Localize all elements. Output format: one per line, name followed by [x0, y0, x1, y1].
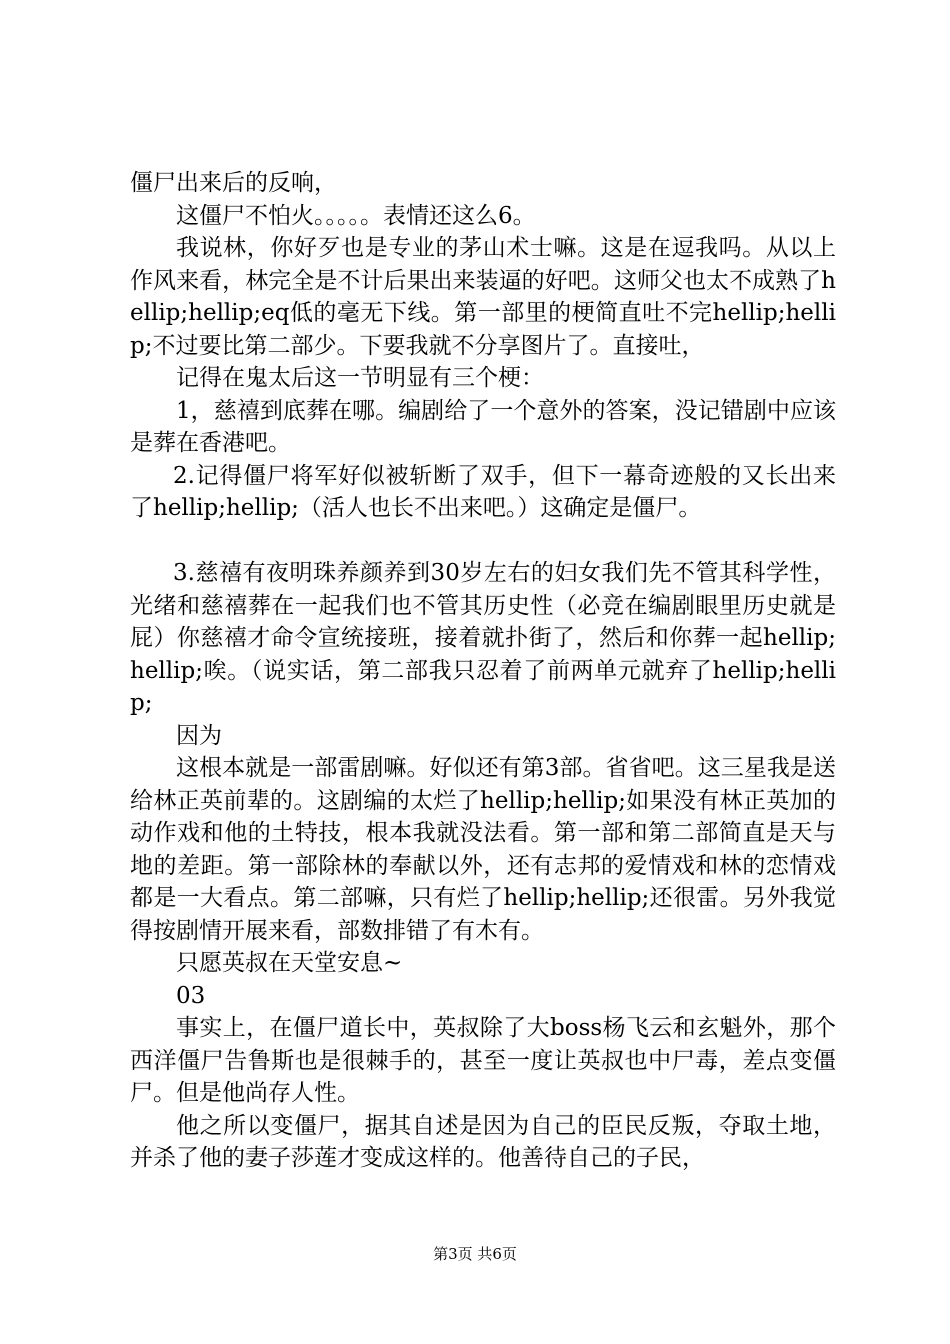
paragraph-three-gags: 记得在鬼太后这一节明显有三个梗： [176, 365, 544, 391]
paragraph-gag-3: 3.慈禧有夜明珠养颜养到30岁左右的妇女我们先不管其科学性，光绪和慈禧葬在一起我们也不管其历史性（必竞在编剧眼里历史就是屁）你慈禧才命令宣统接班，接着就扑街了，然后和你葬一起hellip;hellip;唉。（说实话，第二部我只忍着了前两单元就弃了hellip;hellip; [130, 560, 836, 716]
section-number: 03 [176, 982, 206, 1009]
paragraph-rip: 只愿英叔在天堂安息~ [176, 950, 403, 976]
paragraph-backstory: 他之所以变僵尸，据其自述是因为自己的臣民反叛，夺取土地，并杀了他的妻子莎莲才变成这样的。他善待自己的子民， [130, 1112, 836, 1171]
paragraph-gag-2: 2.记得僵尸将军好似被斩断了双手，但下一幕奇迹般的又长出来了hellip;hellip;（活人也长不出来吧。）这确定是僵尸。 [130, 462, 836, 521]
paragraph-lin-critique: 我说林，你好歹也是专业的茅山术士嘛。这是在逗我吗。从以上作风来看，林完全是不计后果出来装逼的好吧。这师父也太不成熟了hellip;hellip;eq低的毫无下线。第一部里的梗简直吐不完hellip;hellip;不过要比第二部少。下要我就不分享图片了。直接吐， [130, 235, 836, 359]
paragraph-fireproof: 这僵尸不怕火。。。。。表情还这么6。 [176, 202, 536, 229]
paragraph-reaction: 僵尸出来后的反响， [130, 170, 337, 196]
paragraph-review: 这根本就是一部雷剧嘛。好似还有第3部。省省吧。这三星我是送给林正英前辈的。这剧编的太烂了hellip;hellip;如果没有林正英加的动作戏和他的土特技，根本我就没法看。第一部和第二部简直是天与地的差距。第一部除林的奉献以外，还有志邦的爱情戏和林的恋情戏都是一大看点。第二部嘛，只有烂了hellip;hellip;还很雷。另外我觉得按剧情开展来看，部数排错了有木有。 [130, 755, 836, 944]
paragraph-western-zombie: 事实上，在僵尸道长中，英叔除了大boss杨飞云和玄魁外，那个西洋僵尸告鲁斯也是很棘手的，甚至一度让英叔也中尸毒，差点变僵尸。但是他尚存人性。 [130, 1015, 836, 1106]
paragraph-gag-1: 1，慈禧到底葬在哪。编剧给了一个意外的答案，没记错剧中应该是葬在香港吧。 [130, 397, 836, 456]
page-footer: 第3页 共6页 [433, 1245, 517, 1263]
paragraph-because: 因为 [176, 722, 222, 749]
document-body [130, 167, 836, 1175]
